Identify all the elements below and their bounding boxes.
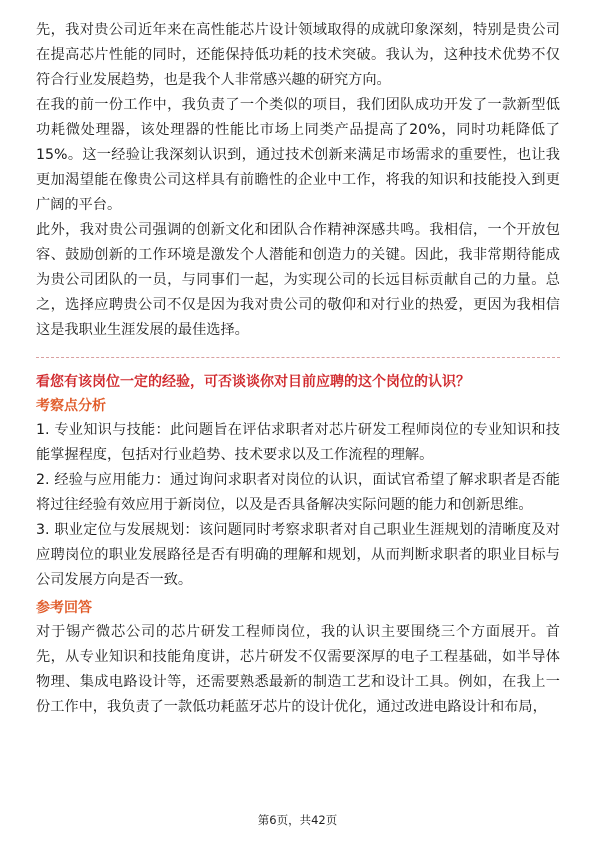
page-number: 第6页，共42页 xyxy=(257,813,338,827)
answer-paragraph: 对于锡产微芯公司的芯片研发工程师岗位，我的认识主要围绕三个方面展开。首先，从专业知识和技能角度讲，芯片研发不仅需要深厚的电子工程基础，如半导体物理、集成电路设计等，还需要熟悉最新的制造工艺和设计工具。例如，在我上一份工作中，我负责了一款低功耗蓝牙芯片的设计优化，通过改进电路设计和布局， xyxy=(36,624,560,715)
analysis-item: 2. 经验与应用能力：通过询问求职者对岗位的认识，面试官希望了解求职者是否能将过往经验有效应用于新岗位，以及是否具备解决实际问题的能力和创新思维。 xyxy=(36,472,560,513)
analysis-heading: 考察点分析 xyxy=(36,398,106,414)
body-paragraph: 先，我对贵公司近年来在高性能芯片设计领域取得的成就印象深刻，特别是贵公司在提高芯片性能的同时，还能保持低功耗的技术突破。我认为，这种技术优势不仅符合行业发展趋势，也是我个人非常感兴趣的研究方向。 xyxy=(36,22,560,88)
answer-heading: 参考回答 xyxy=(36,600,92,616)
section-divider xyxy=(36,357,560,358)
body-paragraph: 此外，我对贵公司强调的创新文化和团队合作精神深感共鸣。我相信，一个开放包容、鼓励创新的工作环境是激发个人潜能和创造力的关键。因此，我非常期待能成为贵公司团队的一员，与同事们一起，为实现公司的长远目标贡献自己的力量。总之，选择应聘贵公司不仅是因为我对贵公司的敬仰和对行业的热爱，更因为我相信这是我职业生涯发展的最佳选择。 xyxy=(36,222,560,338)
analysis-item: 3. 职业定位与发展规划：该问题同时考察求职者对自己职业生涯规划的清晰度及对应聘岗位的职业发展路径是否有明确的理解和规划，从而判断求职者的职业目标与公司发展方向是否一致。 xyxy=(36,522,560,588)
analysis-item: 1. 专业知识与技能：此问题旨在评估求职者对芯片研发工程师岗位的专业知识和技能掌握程度，包括对行业趋势、技术要求以及工作流程的理解。 xyxy=(36,422,560,463)
interview-question: 看您有该岗位一定的经验，可否谈谈你对目前应聘的这个岗位的认识？ xyxy=(36,374,470,390)
body-paragraph: 在我的前一份工作中，我负责了一个类似的项目，我们团队成功开发了一款新型低功耗微处理器，该处理器的性能比市场上同类产品提高了20%，同时功耗降低了15%。这一经验让我深刻认识到，通过技术创新来满足市场需求的重要性，也让我更加渴望能在像贵公司这样具有前瞻性的企业中工作，将我的知识和技能投入到更广阔的平台。 xyxy=(36,97,560,213)
page-content xyxy=(36,18,560,720)
